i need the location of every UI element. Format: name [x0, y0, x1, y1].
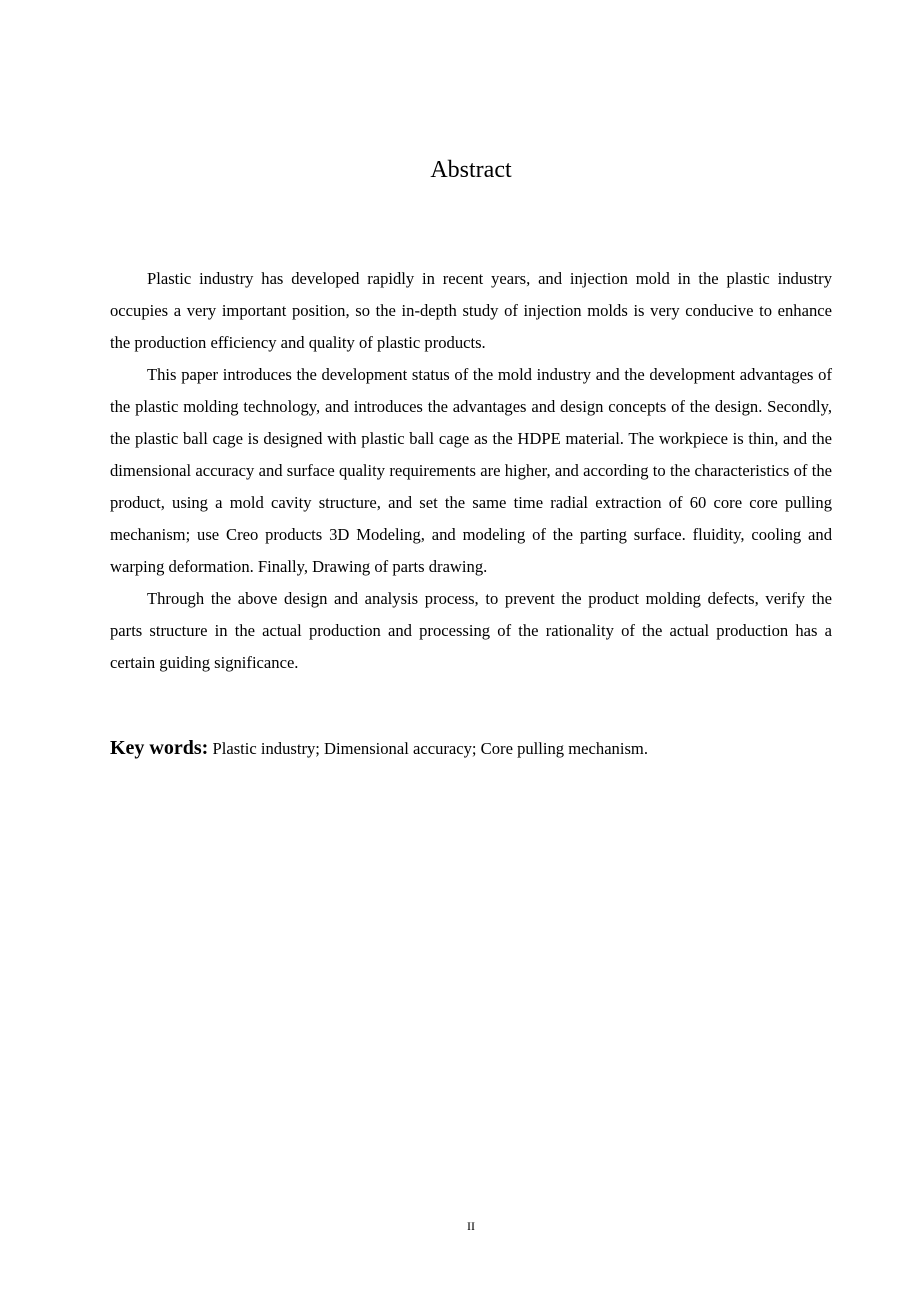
abstract-body [110, 263, 832, 679]
abstract-paragraph: Plastic industry has developed rapidly in recent years, and injection mold in the plastic industry occupies a very important position, so the in-depth study of injection molds is very conducive to enhance the production efficiency and quality of plastic products. [110, 269, 832, 352]
keywords-text: Plastic industry; Dimensional accuracy; Core pulling mechanism. [212, 739, 648, 758]
keywords-line [110, 732, 832, 765]
page-number: II [467, 1219, 475, 1233]
page-title: Abstract [430, 157, 512, 183]
abstract-paragraph: Through the above design and analysis process, to prevent the product molding defects, verify the parts structure in the actual production and processing of the rationality of the actual production has a certain guiding significance. [110, 589, 832, 672]
abstract-paragraph: This paper introduces the development status of the mold industry and the development advantages of the plastic molding technology, and introduces the advantages and design concepts of the design. Secondly, the plastic ball cage is designed with plastic ball cage as the HDPE material. The workpiece is thin, and the dimensional accuracy and surface quality requirements are higher, and according to the characteristics of the product, using a mold cavity structure, and set the same time radial extraction of 60 core core pulling mechanism; use Creo products 3D Modeling, and modeling of the parting surface. fluidity, cooling and warping deformation. Finally, Drawing of parts drawing. [110, 365, 832, 576]
keywords-label: Key words: [110, 737, 209, 759]
